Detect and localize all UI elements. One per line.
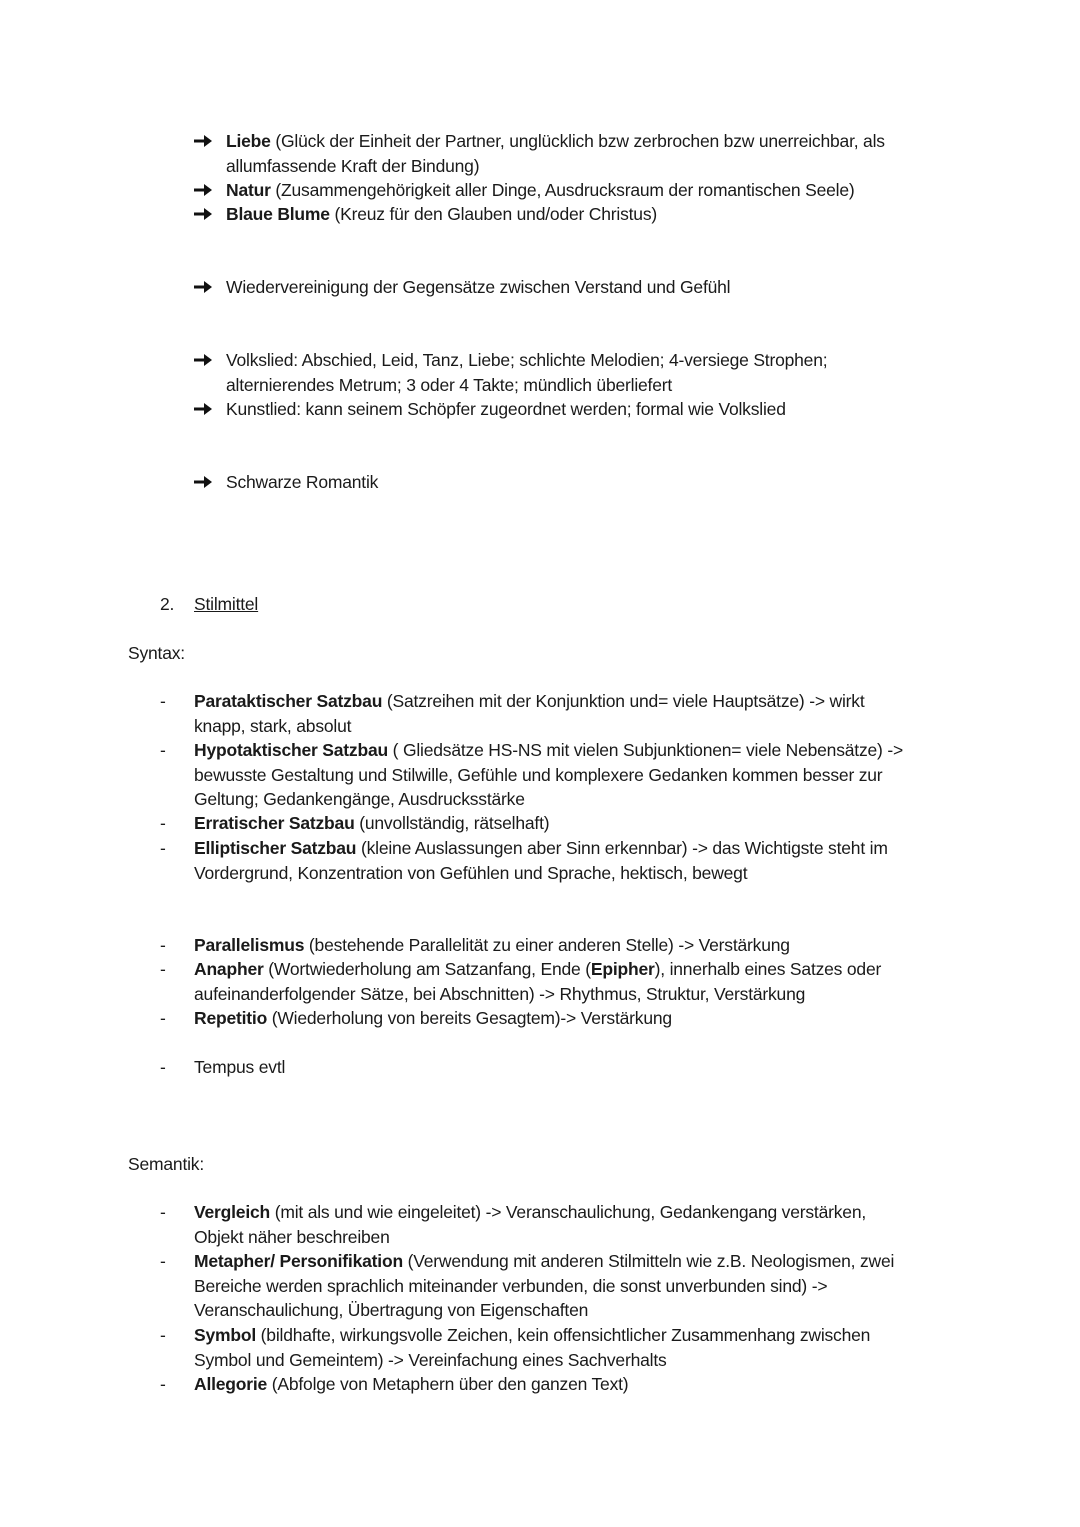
term: Symbol — [194, 1325, 257, 1345]
term-desc-cont: aufeinanderfolgender Sätze, bei Abschnitten) -> Rhythmus, Struktur, Verstärkung — [194, 983, 806, 1004]
dash-bullet: - — [160, 1057, 166, 1077]
song-text: Volkslied: Abschied, Leid, Tanz, Liebe; schlichte Melodien; 4-versiege Strophen; — [226, 350, 828, 370]
term-desc: ( Gliedsätze HS-NS mit vielen Subjunktionen= viele Nebensätze) -> — [388, 740, 903, 760]
arrow-right-icon — [192, 275, 214, 299]
term-desc: (Verwendung mit anderen Stilmitteln wie z.B. Neologismen, zwei — [402, 1251, 895, 1271]
arrow-right-icon — [192, 178, 214, 202]
tempus-text: Tempus evtl — [194, 1057, 286, 1077]
arrow-right-icon — [192, 397, 214, 421]
term-desc: (bildhafte, wirkungsvolle Zeichen, kein offensichtlicher Zusammenhang zwischen — [256, 1325, 871, 1345]
dark-romance-text: Schwarze Romantik — [226, 472, 379, 492]
term: Parallelismus — [194, 935, 305, 955]
term-desc: (mit als und wie eingeleitet) -> Veranschaulichung, Gedankengang verstärken, — [270, 1202, 867, 1222]
term: Erratischer Satzbau — [194, 813, 355, 833]
dash-bullet: - — [160, 1251, 166, 1271]
term-desc: (Abfolge von Metaphern über den ganzen Text) — [267, 1374, 629, 1394]
motif-term: Blaue Blume — [226, 204, 330, 224]
term-desc-cont: Objekt näher beschreiben — [194, 1226, 390, 1247]
term: Vergleich — [194, 1202, 271, 1222]
dash-bullet: - — [160, 740, 166, 760]
term-desc-cont: Geltung; Gedankengänge, Ausdrucksstärke — [194, 789, 525, 809]
syntax-heading: Syntax: — [128, 643, 185, 663]
term-desc: (unvollständig, rätselhaft) — [354, 813, 550, 833]
motif-desc-cont: allumfassende Kraft der Bindung) — [226, 155, 480, 176]
term-desc-cont: knapp, stark, absolut — [194, 715, 352, 736]
term-desc-cont: Bereiche werden sprachlich miteinander verbunden, die sonst unverbunden sind) -> — [194, 1275, 828, 1296]
motif-desc: (Glück der Einheit der Partner, unglücklich bzw zerbrochen bzw unerreichbar, als — [270, 131, 885, 151]
term: Anapher — [194, 959, 264, 979]
dash-bullet: - — [160, 1202, 166, 1222]
term-desc-cont: Symbol und Gemeintem) -> Vereinfachung eines Sachverhalts — [194, 1349, 667, 1370]
section-title: Stilmittel — [194, 594, 259, 614]
song-text: Kunstlied: kann seinem Schöpfer zugeordnet werden; formal wie Volkslied — [226, 399, 786, 419]
term: Allegorie — [194, 1374, 268, 1394]
term: Hypotaktischer Satzbau — [194, 740, 388, 760]
dash-bullet: - — [160, 813, 166, 833]
motif-term: Liebe — [226, 131, 271, 151]
arrow-right-icon — [192, 129, 214, 153]
semantik-heading: Semantik: — [128, 1154, 205, 1174]
term-desc: (Satzreihen mit der Konjunktion und= viele Hauptsätze) -> wirkt — [382, 691, 865, 711]
arrow-right-icon — [192, 202, 214, 226]
dash-bullet: - — [160, 691, 166, 711]
term-desc-cont: Veranschaulichung, Übertragung von Eigenschaften — [194, 1300, 589, 1320]
term: Metapher/ Personifikation — [194, 1251, 403, 1271]
term-secondary: Epipher — [590, 959, 655, 979]
dash-bullet: - — [160, 959, 166, 979]
term-desc: (kleine Auslassungen aber Sinn erkennbar) -> das Wichtigste steht im — [356, 838, 888, 858]
term-desc-cont: bewusste Gestaltung und Stilwille, Gefühle und komplexere Gedanken kommen besser zur — [194, 764, 883, 785]
term-desc: (Wortwiederholung am Satzanfang, Ende ( — [263, 959, 591, 979]
dash-bullet: - — [160, 1325, 166, 1345]
section-number: 2. — [160, 594, 175, 614]
term: Parataktischer Satzbau — [194, 691, 383, 711]
dash-bullet: - — [160, 838, 166, 858]
song-text-cont: alternierendes Metrum; 3 oder 4 Takte; mündlich überliefert — [226, 374, 673, 395]
arrow-right-icon — [192, 470, 214, 494]
dash-bullet: - — [160, 1374, 166, 1394]
term-desc-cont: Vordergrund, Konzentration von Gefühlen und Sprache, hektisch, bewegt — [194, 862, 748, 883]
term-desc: (Wiederholung von bereits Gesagtem)-> Verstärkung — [267, 1008, 672, 1028]
dash-bullet: - — [160, 1008, 166, 1028]
reunion-text: Wiedervereinigung der Gegensätze zwischen Verstand und Gefühl — [226, 277, 731, 297]
dash-bullet: - — [160, 935, 166, 955]
term: Elliptischer Satzbau — [194, 838, 357, 858]
motif-term: Natur — [226, 180, 271, 200]
term-desc: ), innerhalb eines Satzes oder — [654, 959, 882, 979]
term-desc: (bestehende Parallelität zu einer anderen Stelle) -> Verstärkung — [304, 935, 790, 955]
arrow-right-icon — [192, 348, 214, 372]
motif-desc: (Kreuz für den Glauben und/oder Christus) — [329, 204, 658, 224]
motif-desc: (Zusammengehörigkeit aller Dinge, Ausdrucksraum der romantischen Seele) — [270, 180, 855, 200]
term: Repetitio — [194, 1008, 268, 1028]
